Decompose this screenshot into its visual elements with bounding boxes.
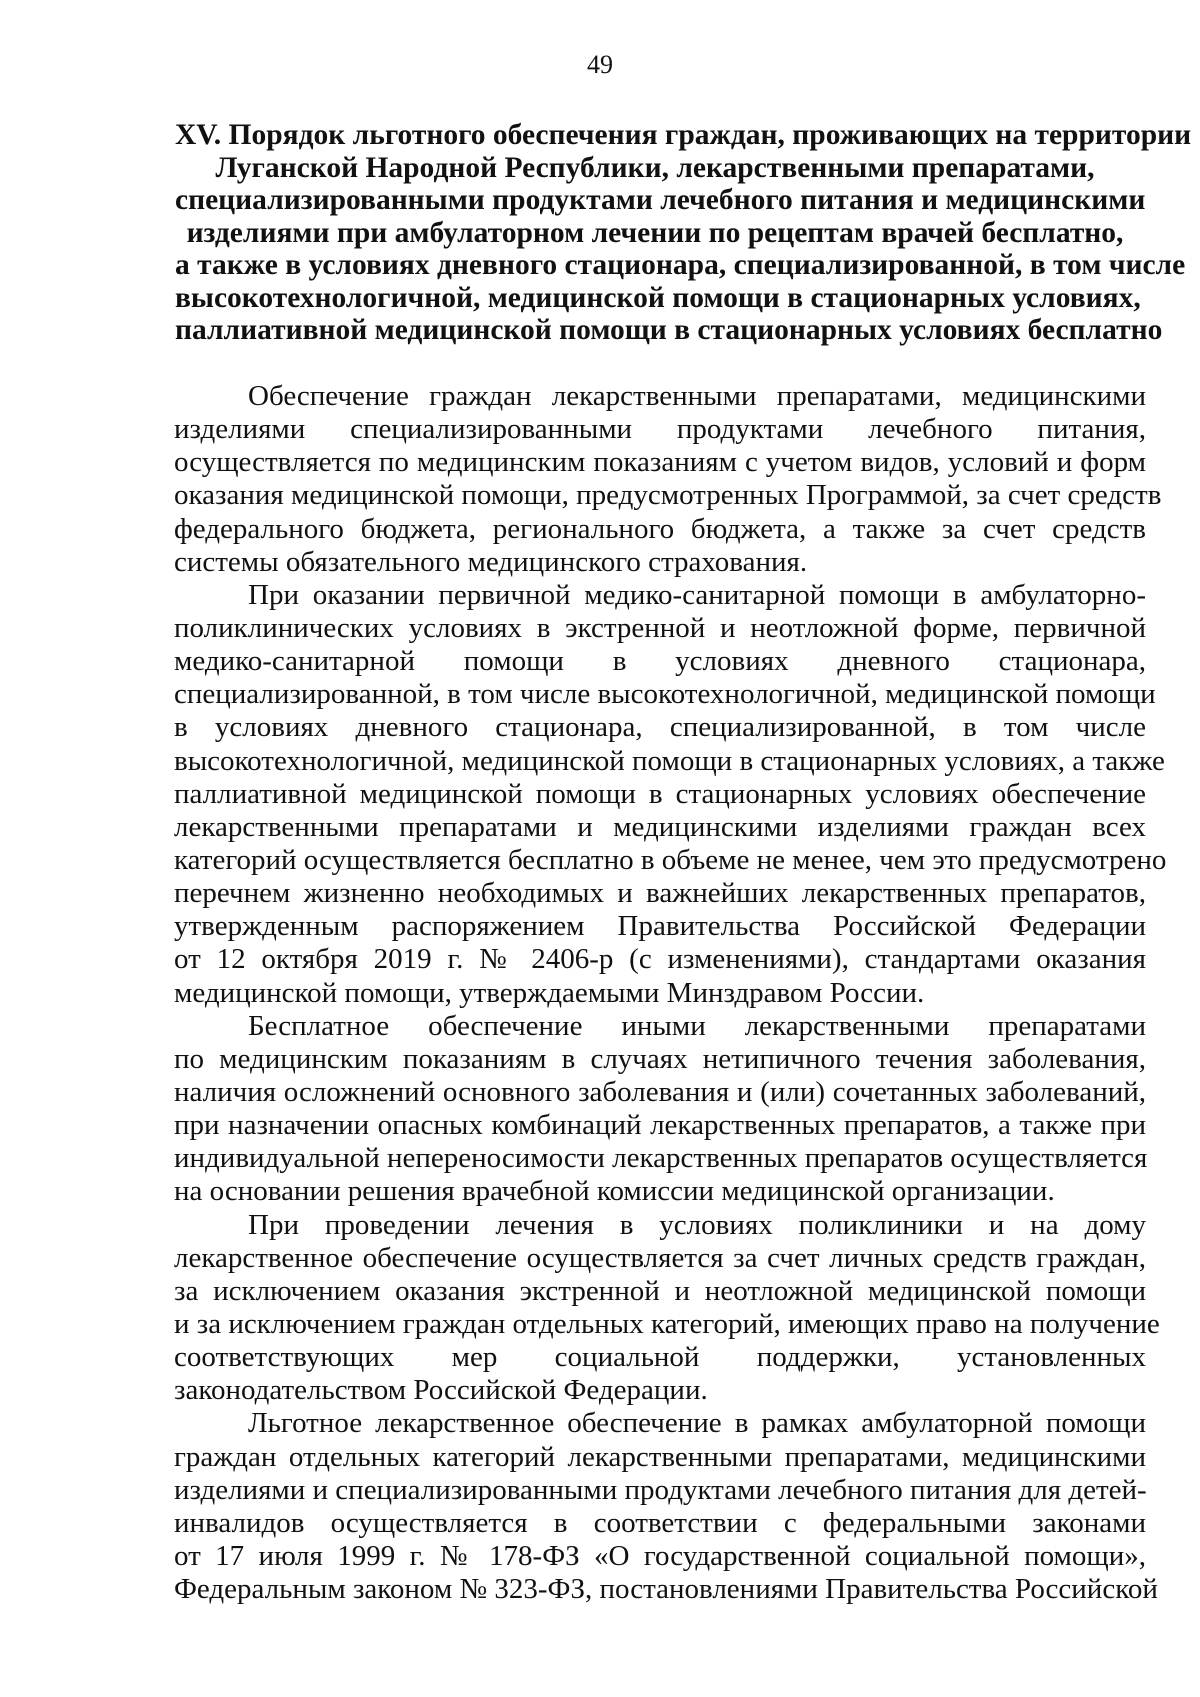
text-line: При оказании первичной медико-санитарной помощи в амбулаторно- <box>248 578 1146 611</box>
heading-line: высокотехнологичной, медицинской помощи в стационарных условиях, <box>175 281 1141 314</box>
text-line: медико-санитарной помощи в условиях дневного стационара, <box>174 645 1146 678</box>
text-line: наличия осложнений основного заболевания и (или) сочетанных заболеваний, <box>174 1075 1146 1108</box>
paragraph-2 <box>174 578 1167 1010</box>
text-line: на основании решения врачебной комиссии медицинской организации. <box>174 1175 1055 1208</box>
heading-line: а также в условиях дневного стационара, специализированной, в том числе <box>175 249 1186 281</box>
text-line: инвалидов осуществляется в соответствии с федеральными законами <box>174 1506 1146 1539</box>
text-line: Федеральным законом № 323-ФЗ, постановлениями Правительства Российской <box>174 1573 1158 1606</box>
text-line: утвержденным распоряжением Правительства Российской Федерации <box>174 910 1146 943</box>
text-line: лекарственными препаратами и медицинскими изделиями граждан всех <box>174 810 1146 843</box>
text-line: медицинской помощи, утверждаемыми Минздравом России. <box>174 976 925 1009</box>
text-line: от 12 октября 2019 г. № 2406-р (с изменениями), стандартами оказания <box>174 943 1146 976</box>
text-line: категорий осуществляется бесплатно в объеме не менее, чем это предусмотрено <box>174 843 1167 876</box>
text-line: за исключением оказания экстренной и неотложной медицинской помощи <box>174 1274 1146 1307</box>
text-line: паллиативной медицинской помощи в стационарных условиях обеспечение <box>174 777 1146 810</box>
text-line: изделиями и специализированными продуктами лечебного питания для детей- <box>174 1473 1147 1506</box>
text-line: Льготное лекарственное обеспечение в рамках амбулаторной помощи <box>248 1407 1146 1440</box>
text-line: при назначении опасных комбинаций лекарственных препаратов, а также при <box>174 1109 1146 1142</box>
text-line: от 17 июля 1999 г. № 178-ФЗ «О государственной социальной помощи», <box>174 1539 1146 1572</box>
paragraph-1 <box>174 380 1162 579</box>
heading-line: специализированными продуктами лечебного питания и медицинскими <box>175 184 1146 216</box>
heading-line: изделиями при амбулаторном лечении по рецептам врачей бесплатно, <box>186 216 1124 249</box>
text-line: системы обязательного медицинского страхования. <box>174 545 808 578</box>
text-line: изделиями специализированными продуктами лечебного питания, <box>174 413 1146 446</box>
heading-line: паллиативной медицинской помощи в стационарных условиях бесплатно <box>175 314 1163 346</box>
text-line: индивидуальной непереносимости лекарственных препаратов осуществляется <box>174 1142 1148 1175</box>
text-line: по медицинским показаниям в случаях нетипичного течения заболевания, <box>174 1042 1146 1075</box>
text-line: граждан отдельных категорий лекарственными препаратами, медицинскими <box>174 1440 1146 1473</box>
text-line: высокотехнологичной, медицинской помощи в стационарных условиях, а также <box>174 744 1165 777</box>
text-line: перечнем жизненно необходимых и важнейших лекарственных препаратов, <box>174 877 1146 910</box>
text-line: в условиях дневного стационара, специализированной, в том числе <box>174 711 1146 744</box>
text-line: осуществляется по медицинским показаниям с учетом видов, условий и форм <box>174 446 1146 479</box>
text-line: Бесплатное обеспечение иными лекарственными препаратами <box>248 1009 1146 1042</box>
text-line: При проведении лечения в условиях поликлиники и на дому <box>248 1208 1146 1241</box>
section-heading <box>175 119 1192 347</box>
paragraph-3 <box>174 1010 1146 1209</box>
page-number: 49 <box>587 50 613 79</box>
text-line: соответствующих мер социальной поддержки, установленных <box>174 1341 1146 1374</box>
heading-line: Луганской Народной Республики, лекарственными препаратами, <box>215 151 1095 184</box>
text-line: лекарственное обеспечение осуществляется за счет личных средств граждан, <box>174 1241 1146 1274</box>
paragraph-4 <box>174 1208 1160 1408</box>
text-line: федерального бюджета, регионального бюджета, а также за счет средств <box>174 512 1146 545</box>
text-line: специализированной, в том числе высокотехнологичной, медицинской помощи <box>174 678 1156 711</box>
text-line: поликлинических условиях в экстренной и неотложной форме, первичной <box>174 611 1146 644</box>
document-body <box>174 380 1167 1606</box>
heading-line: XV. Порядок льготного обеспечения граждан, проживающих на территории <box>175 119 1192 151</box>
text-line: оказания медицинской помощи, предусмотренных Программой, за счет средств <box>174 479 1162 512</box>
text-line: и за исключением граждан отдельных категорий, имеющих право на получение <box>174 1307 1160 1340</box>
text-line: Обеспечение граждан лекарственными препаратами, медицинскими <box>248 380 1146 412</box>
paragraph-5 <box>174 1407 1158 1606</box>
text-line: законодательством Российской Федерации. <box>174 1374 708 1407</box>
